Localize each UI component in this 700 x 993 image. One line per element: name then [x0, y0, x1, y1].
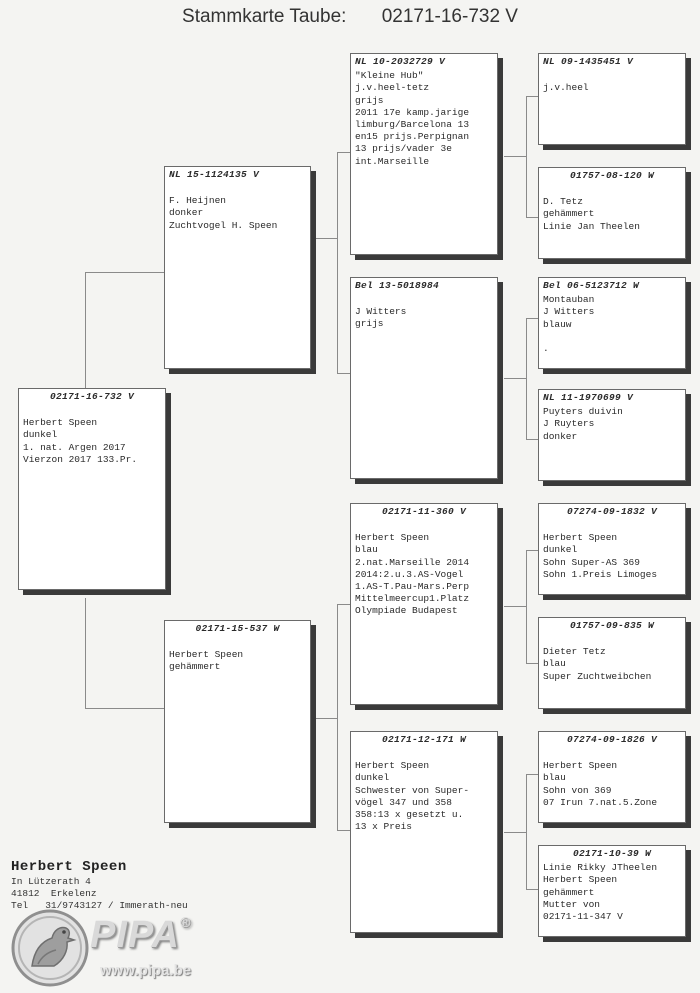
- card-line: gehämmert: [543, 208, 595, 220]
- connector-line: [337, 830, 350, 831]
- pipa-logo: [8, 904, 208, 990]
- card-line: [543, 331, 681, 343]
- card-line: Dieter Tetz: [543, 646, 606, 658]
- card-line: Linie Jan Theelen: [543, 220, 640, 232]
- card-lines: [543, 406, 681, 443]
- pedigree-card-ff[interactable]: [350, 53, 498, 255]
- card-line: Schwester von Super-: [355, 784, 470, 796]
- title-ring: 02171-16-732 V: [381, 6, 518, 27]
- owner-phone: Tel 31/9743127 / Immerath-neu: [11, 900, 188, 911]
- ring-number: 01757-09-835 W: [569, 620, 654, 631]
- card-line: grijs: [355, 318, 384, 330]
- pedigree-card-fmf[interactable]: [538, 277, 686, 369]
- card-line: J Ruyters: [543, 418, 595, 430]
- card-lines: [543, 82, 681, 94]
- card-line: j.v.heel: [543, 82, 589, 94]
- connector-line: [311, 238, 337, 239]
- pedigree-card-fmm[interactable]: [538, 389, 686, 481]
- connector-line: [337, 604, 350, 605]
- ring-number: NL 10-2032729 V: [355, 56, 446, 67]
- card-line: D. Tetz: [543, 196, 583, 208]
- card-line: 2014:2.u.3.AS-Vogel: [355, 568, 464, 580]
- card-lines: [543, 532, 681, 581]
- card-line: F. Heijnen: [169, 195, 227, 207]
- connector-line: [85, 708, 164, 709]
- pedigree-card-mother[interactable]: [164, 620, 311, 823]
- card-line: Vierzon 2017 133.Pr.: [23, 453, 138, 465]
- connector-line: [526, 318, 527, 440]
- ring-number: NL 11-1970699 V: [543, 392, 634, 403]
- connector-line: [526, 318, 538, 319]
- card-line: grijs: [355, 94, 384, 106]
- connector-line: [526, 217, 538, 218]
- card-line: 1.AS-T.Pau-Mars.Perp: [355, 581, 470, 593]
- pedigree-card-mm[interactable]: [350, 731, 498, 933]
- pedigree-card-mmf[interactable]: [538, 731, 686, 823]
- pipa-registered-mark: ®: [179, 914, 192, 930]
- card-line: 2011 17e kamp.jarige: [355, 106, 470, 118]
- ring-number: Bel 13-5018984: [355, 280, 440, 291]
- ring-number: 07274-09-1826 V: [566, 734, 657, 745]
- connector-line: [526, 550, 538, 551]
- card-line: Herbert Speen: [543, 874, 618, 886]
- card-lines: [543, 760, 681, 809]
- card-line: gehämmert: [543, 886, 595, 898]
- connector-line: [85, 272, 86, 390]
- card-line: Herbert Speen: [355, 532, 430, 544]
- pedigree-card-fff[interactable]: [538, 53, 686, 145]
- connector-line: [85, 598, 86, 708]
- card-lines: [355, 70, 493, 168]
- card-line: Mittelmeercup1.Platz: [355, 593, 470, 605]
- ring-number: 02171-16-732 V: [49, 391, 134, 402]
- card-line: Sohn von 369: [543, 784, 612, 796]
- connector-line: [504, 832, 526, 833]
- connector-line: [526, 96, 527, 218]
- ring-number: 02171-12-171 W: [381, 734, 466, 745]
- card-line: gehämmert: [169, 661, 221, 673]
- ring-number: 07274-09-1832 V: [566, 506, 657, 517]
- card-line: "Kleine Hub": [355, 70, 424, 82]
- card-lines: [543, 646, 681, 683]
- page-title: [0, 6, 700, 28]
- card-line: J Witters: [543, 306, 595, 318]
- connector-line: [504, 606, 526, 607]
- card-line: dunkel: [23, 429, 58, 441]
- card-line: 2.nat.Marseille 2014: [355, 556, 470, 568]
- card-line: j.v.heel-tetz: [355, 82, 430, 94]
- connector-line: [526, 96, 538, 97]
- card-line: Mutter von: [543, 898, 601, 910]
- pedigree-card-father[interactable]: [164, 166, 311, 369]
- card-line: 1. nat. Argen 2017: [23, 441, 126, 453]
- card-lines: [23, 417, 161, 466]
- connector-line: [85, 272, 164, 273]
- card-line: dunkel: [543, 544, 578, 556]
- card-line: Olympiade Budapest: [355, 605, 458, 617]
- card-line: blau: [355, 544, 378, 556]
- connector-line: [337, 152, 338, 374]
- pedigree-card-fm[interactable]: [350, 277, 498, 479]
- card-line: blau: [543, 772, 566, 784]
- card-line: dunkel: [355, 772, 390, 784]
- card-line: Montauban: [543, 294, 595, 306]
- connector-line: [526, 774, 538, 775]
- connector-line: [311, 718, 337, 719]
- card-lines: [543, 862, 681, 923]
- card-line: blauw: [543, 318, 572, 330]
- pedigree-card-mfm[interactable]: [538, 617, 686, 709]
- card-line: .: [543, 343, 549, 354]
- card-line: Herbert Speen: [169, 649, 244, 661]
- connector-line: [337, 152, 350, 153]
- card-line: blau: [543, 658, 566, 670]
- card-lines: [169, 195, 306, 232]
- connector-line: [526, 663, 538, 664]
- card-line: [543, 355, 681, 367]
- card-line: Herbert Speen: [543, 532, 618, 544]
- card-line: donker: [169, 207, 204, 219]
- card-line: 13 prijs/vader 3e: [355, 143, 452, 155]
- card-lines: [169, 649, 306, 673]
- card-line: Zuchtvogel H. Speen: [169, 219, 278, 231]
- pedigree-card-mmm[interactable]: [538, 845, 686, 937]
- ring-number: 02171-15-537 W: [195, 623, 280, 634]
- pedigree-card-mff[interactable]: [538, 503, 686, 595]
- card-line: donker: [543, 430, 578, 442]
- card-lines: [543, 294, 681, 367]
- connector-line: [526, 550, 527, 664]
- ring-number: NL 15-1124135 V: [169, 169, 260, 180]
- card-line: en15 prijs.Perpignan: [355, 131, 470, 143]
- connector-line: [526, 774, 527, 890]
- connector-line: [337, 604, 338, 830]
- card-line: Herbert Speen: [355, 760, 430, 772]
- connector-line: [337, 373, 350, 374]
- card-line: Puyters duivin: [543, 406, 623, 418]
- pedigree-card-mf[interactable]: [350, 503, 498, 705]
- ring-number: Bel 06-5123712 W: [543, 280, 640, 291]
- card-line: 02171-11-347 V: [543, 911, 623, 923]
- pedigree-card-ffm[interactable]: [538, 167, 686, 259]
- ring-number: NL 09-1435451 V: [543, 56, 634, 67]
- ring-number: 02171-11-360 V: [381, 506, 466, 517]
- card-line: Super Zuchtweibchen: [543, 670, 652, 682]
- card-line: J Witters: [355, 306, 407, 318]
- pipa-wordmark: [90, 914, 191, 957]
- connector-line: [526, 439, 538, 440]
- card-lines: [355, 532, 493, 617]
- card-line: vögel 347 und 358: [355, 796, 452, 808]
- pipa-brand: PIPA: [90, 914, 180, 956]
- title-label: Stammkarte Taube:: [182, 6, 347, 27]
- card-line: Herbert Speen: [543, 760, 618, 772]
- card-lines: [355, 306, 493, 330]
- connector-line: [504, 156, 526, 157]
- connector-line: [526, 889, 538, 890]
- card-line: Herbert Speen: [23, 417, 98, 429]
- card-line: 13 x Preis: [355, 821, 413, 833]
- card-line: 358:13 x gesetzt u.: [355, 809, 464, 821]
- pipa-url[interactable]: www.pipa.be: [100, 962, 192, 979]
- owner-city: 41812 Erkelenz: [11, 888, 97, 899]
- ring-number: 02171-10-39 W: [572, 848, 651, 859]
- card-line: Sohn 1.Preis Limoges: [543, 568, 658, 580]
- owner-street: In Lützerath 4: [11, 876, 91, 887]
- card-line: 07 Irun 7.nat.5.Zone: [543, 796, 658, 808]
- card-line: limburg/Barcelona 13: [355, 119, 470, 131]
- card-lines: [543, 196, 681, 233]
- ring-number: 01757-08-120 W: [569, 170, 654, 181]
- card-line: int.Marseille: [355, 155, 430, 167]
- pedigree-card-subject[interactable]: [18, 388, 166, 590]
- card-line: Linie Rikky JTheelen: [543, 862, 658, 874]
- owner-name: Herbert Speen: [11, 859, 127, 875]
- card-lines: [355, 760, 493, 833]
- card-line: Sohn Super-AS 369: [543, 556, 640, 568]
- connector-line: [504, 378, 526, 379]
